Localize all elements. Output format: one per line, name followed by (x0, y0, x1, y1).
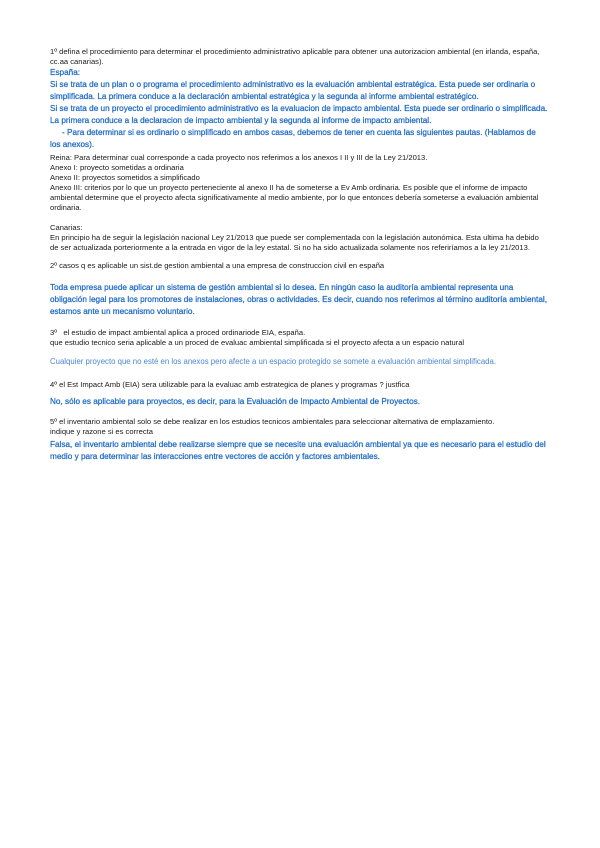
answer-4: No, sólo es aplicable para proyectos, es decir, para la Evaluación de Impacto Ambiental de Proyectos. (50, 397, 421, 406)
answer-1-proyecto-paragraph: Si se trata de un proyecto el procedimiento administrativo es la evaluacion de impacto ambiental. Esta puede ser ordinario o simplificada. La primera conduce a la declaracion de impacto ambiental y la segunda al informe de impacto ambiental. (50, 104, 548, 125)
question-5: 5º el inventario ambiental solo se debe realizar en los estudios tecnicos ambientales para seleccionar alternativa de emplazamiento. (50, 417, 495, 426)
note-reina: Reina: Para determinar cual corresponde a cada proyecto nos referimos a los anexos I II y III de la Ley 21/2013. (50, 153, 428, 162)
question-2: 2º casos q es aplicable un sist.de gestion ambiental a una empresa de construccion civil en españa (50, 261, 385, 270)
canarias-heading: Canarias: (50, 223, 83, 232)
question-1: 1º defina el procedimiento para determinar el procedimiento administrativo aplicable para obtener una autorizacion ambiental (en irlanda, españa, cc.aa canarias). (50, 47, 540, 66)
canarias-paragraph: En principio ha de seguir la legislación nacional Ley 21/2013 que puede ser complementada con la legislación autonómica. Esta ultima ha debido de ser actualizada porteriormente a la entrada en vigor de la ley estatal. Si no ha sido actualizada solamente nos referiríamos a la ley 21/2013. (50, 233, 539, 252)
question-3-line-1: 3º el estudio de impact ambiental aplica a proced ordinariode EIA, españa. (50, 328, 306, 337)
question-4: 4º el Est Impact Amb (EIA) sera utilizable para la evaluac amb estrategica de planes y programas ? justfica (50, 380, 410, 389)
answer-5: Falsa, el inventario ambiental debe realizarse siempre que se necesite una evaluación ambiental ya que es necesario para el estudio del medio y para determinar las interacciones entre vectores de acción y factores ambientales. (50, 440, 546, 461)
document-body (50, 47, 548, 463)
note-anexo-1: Anexo I: proyecto sometidas a ordinaria (50, 163, 184, 172)
answer-2: Toda empresa puede aplicar un sistema de gestión ambiental si lo desea. En ningún caso la auditoría ambiental representa una obligación legal para los promotores de instalaciones, obras o actividades. Es decir, cuando nos referimos al término auditoría ambiental, estamos ante un mecanismo voluntario. (50, 283, 547, 316)
answer-3: Cualquier proyecto que no esté en los anexos pero afecte a un espacio protegido se somete a evaluación ambiental simplificada. (50, 357, 496, 366)
answer-1-pautas-bullet: - Para determinar si es ordinario o simplificado en ambos casas, debemos de tener en cuenta las siguientes pautas. (Hablamos de los anexos). (50, 128, 536, 149)
question-3-line-2: que estudio tecnico seria aplicable a un proced de evaluac ambiental simplificada si el proyecto afecta a un espacio natural (50, 338, 465, 347)
answer-1-espana-heading: España: (50, 68, 81, 77)
question-5-instruction: indique y razone si es correcta (50, 427, 153, 436)
note-anexo-2: Anexo II: proyectos sometidos a simplificado (50, 173, 200, 182)
note-anexo-3: Anexo III: criterios por lo que un proyecto perteneciente al anexo II ha de someterse a Ev Amb ordinaria. Es posible que el informe de impacto ambiental determine que el proyecto afecta significativamente al medio ambiente, por lo que entonces debería someterse a evaluación ambiental ordinaria. (50, 183, 539, 212)
answer-1-plan-paragraph: Si se trata de un plan o o programa el procedimiento administrativo es la evaluación ambiental estratégica. Esta puede ser ordinaria o simplificada. La primera conduce a la declaración ambiental estratégica y la segunda al informe ambiental estratégico. (50, 80, 536, 101)
